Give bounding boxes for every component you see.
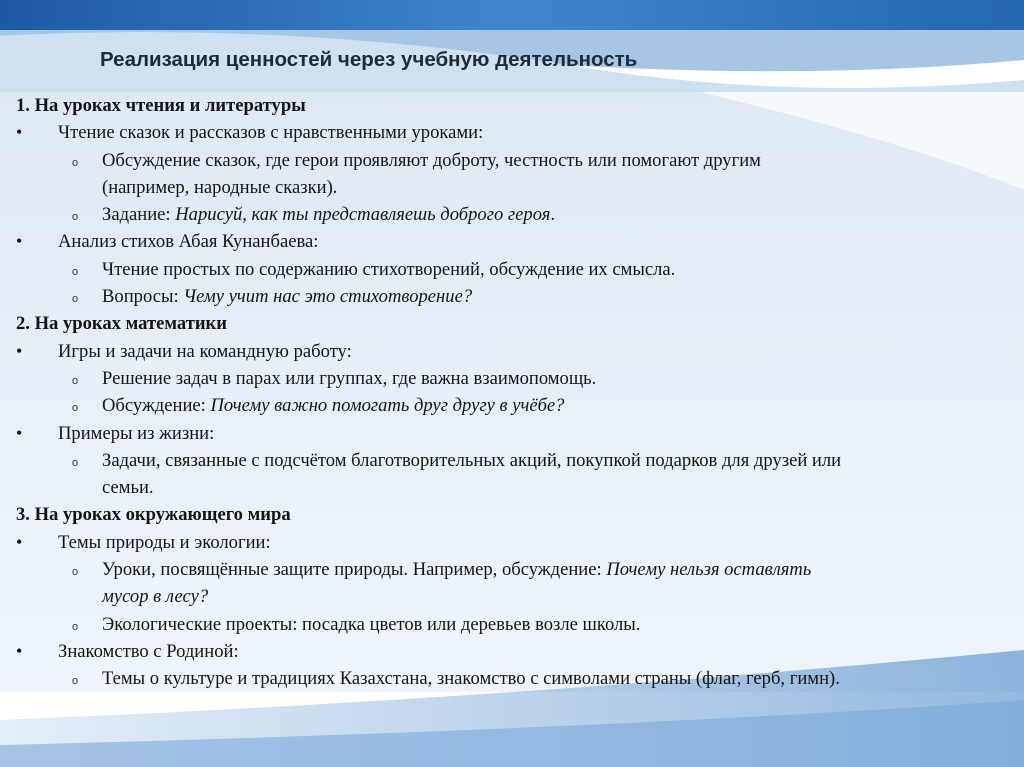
sub-list-item-text: Решение задач в парах или группах, где важна взаимопомощь. [102,367,597,389]
slide-content [16,92,1016,693]
list-item-text: Анализ стихов Абая Кунанбаева: [58,231,319,253]
section-heading: 1. На уроках чтения и литературы [16,95,306,116]
sub-list-item-text [102,201,555,228]
list-item [16,638,1016,665]
sub-list-item-line2: семьи. [102,477,154,499]
sub-list-item [16,256,1016,283]
sub-list-item-text: Экологические проекты: посадка цветов или деревьев возле школы. [102,613,641,635]
sub-list-item [16,147,1016,202]
list-item-text: Примеры из жизни: [58,422,215,444]
sub-list-item-text: Темы о культуре и традициях Казахстана, знакомство с символами страны (флаг, герб, гимн). [102,668,840,690]
hollow-circle-bullet-icon: o [72,675,79,688]
list-item [16,529,1016,556]
sub-list-item [16,283,1016,310]
hollow-circle-bullet-icon: o [72,620,79,633]
sub-list-item [16,556,1016,611]
section-heading: 2. На уроках математики [16,313,227,335]
filled-dot-bullet-icon: • [16,422,23,443]
sub-list-item [16,665,1016,692]
sub-list-item-line2-italic: мусор в лесу? [102,586,209,608]
sub-list-item-text [102,447,841,502]
sub-list-item [16,365,1016,392]
hollow-circle-bullet-icon: o [72,402,79,415]
sub-list-item-text [102,147,761,202]
filled-dot-bullet-icon: • [16,640,23,661]
hollow-circle-bullet-icon: o [72,293,79,306]
sub-list-item-prefix: Уроки, посвящённые защите природы. Например, обсуждение: [102,559,607,581]
list-item-text: Чтение сказок и рассказов с нравственными уроками: [58,122,484,144]
list-item-text: Темы природы и экологии: [58,531,271,553]
list-item-text: Игры и задачи на командную работу: [58,340,352,362]
hollow-circle-bullet-icon: o [72,456,79,469]
sub-list-item-text [102,392,564,419]
slide-title: Реализация ценностей через учебную деятельность [100,48,638,71]
sub-list-item [16,392,1016,419]
sub-list-item [16,611,1016,638]
list-item [16,338,1016,365]
sub-list-item-text: Чтение простых по содержанию стихотворений, обсуждение их смысла. [102,258,676,280]
sub-list-item-suffix: . [550,204,556,226]
sub-list-item [16,447,1016,502]
sub-list-item-italic: Чему учит нас это стихотворение? [183,286,473,308]
sub-list-item-prefix: Обсуждение: [102,395,211,417]
sub-list-item [16,201,1016,228]
filled-dot-bullet-icon: • [16,231,23,252]
hollow-circle-bullet-icon: o [72,265,79,278]
sub-list-item-italic: Почему важно помогать друг другу в учёбе? [210,395,565,417]
sub-list-item-text [102,556,811,611]
filled-dot-bullet-icon: • [16,122,23,143]
filled-dot-bullet-icon: • [16,531,23,552]
hollow-circle-bullet-icon: o [72,374,79,387]
sub-list-item-italic: Почему нельзя оставлять [606,559,812,581]
section-heading: 3. На уроках окружающего мира [16,504,291,526]
sub-list-item-line1: Обсуждение сказок, где герои проявляют доброту, честность или помогают другим [102,149,761,171]
sub-list-item-italic: Нарисуй, как ты представляешь доброго героя [175,204,551,226]
hollow-circle-bullet-icon: o [72,211,79,224]
list-item [16,119,1016,146]
list-item [16,420,1016,447]
list-item-text: Знакомство с Родиной: [58,640,239,662]
sub-list-item-prefix: Вопросы: [102,286,184,308]
hollow-circle-bullet-icon: o [72,156,79,169]
sub-list-item-prefix: Задание: [102,204,176,226]
sub-list-item-text [102,283,472,310]
sub-list-item-line2: (например, народные сказки). [102,176,338,198]
sub-list-item-line1: Задачи, связанные с подсчётом благотворительных акций, покупкой подарков для друзей или [102,449,842,471]
hollow-circle-bullet-icon: o [72,566,79,579]
list-item [16,228,1016,255]
filled-dot-bullet-icon: • [16,340,23,361]
